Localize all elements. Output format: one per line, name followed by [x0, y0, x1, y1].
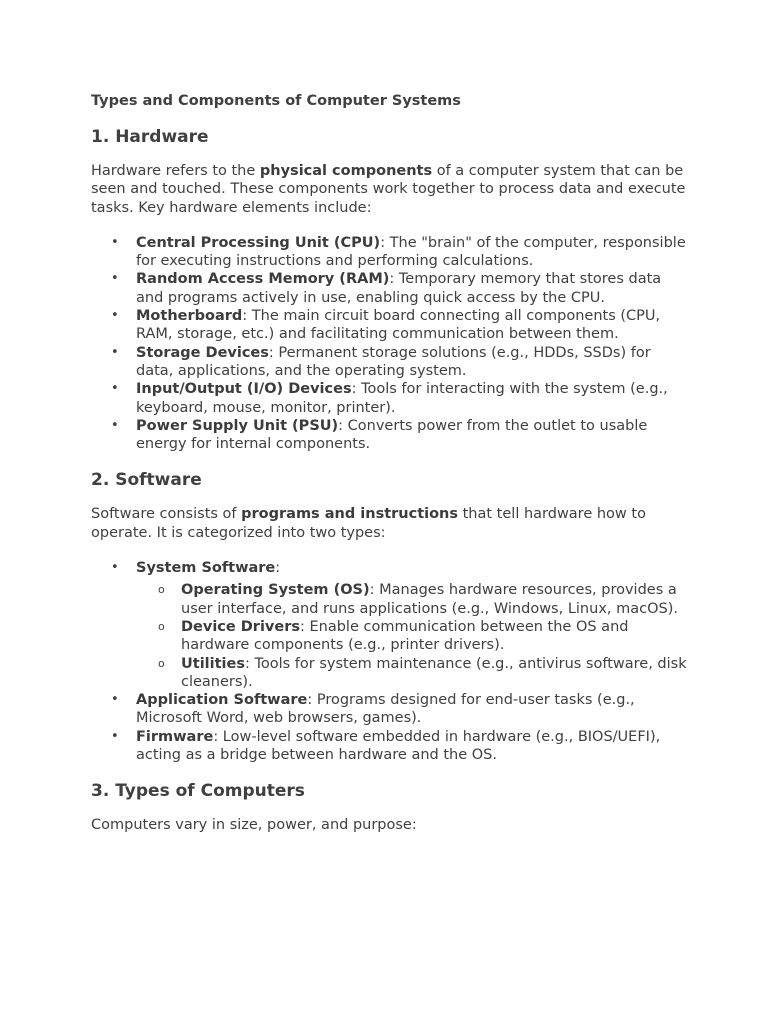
- bullet-icon: •: [111, 271, 119, 287]
- list-item-term: Motherboard: [136, 308, 243, 325]
- software-list: [91, 559, 691, 764]
- list-item: [91, 234, 691, 271]
- list-item: [91, 307, 691, 344]
- sub-list-item-term: Operating System (OS): [181, 582, 370, 599]
- sub-list-item-desc: : Tools for system maintenance (e.g., antivirus software, disk cleaners).: [181, 655, 687, 690]
- sub-list-item-term: Utilities: [181, 655, 245, 672]
- sub-list-item: [136, 655, 691, 692]
- list-item: [91, 691, 691, 728]
- list-item-desc: : Tools for interacting with the system (e.g., keyboard, mouse, monitor, printer).: [136, 381, 668, 416]
- list-item-desc: : Programs designed for end-user tasks (e.g., Microsoft Word, web browsers, games).: [136, 692, 635, 727]
- section-software: [91, 469, 691, 764]
- software-intro-post: that tell hardware how to operate. It is categorized into two types:: [91, 506, 646, 541]
- document-title: Types and Components of Computer Systems: [91, 93, 461, 109]
- list-item-term: Firmware: [136, 728, 214, 745]
- bullet-icon: •: [111, 728, 119, 744]
- sub-list-item-term: Device Drivers: [181, 618, 300, 635]
- list-item-term: Storage Devices: [136, 344, 269, 361]
- bullet-icon: •: [111, 692, 119, 708]
- section-heading-hardware: 1. Hardware: [91, 127, 209, 147]
- sub-list-item-desc: : Enable communication between the OS and hardware components (e.g., printer drivers).: [181, 618, 629, 654]
- sub-list-item: [136, 581, 691, 618]
- section-types: [91, 780, 691, 834]
- hardware-intro-post: of a computer system that can be seen and touched. These components work together to process data and execute tasks. Key hardware elements include:: [91, 163, 686, 216]
- sub-bullet-icon: o: [158, 619, 165, 633]
- list-item-term: Random Access Memory (RAM): [136, 271, 390, 288]
- sub-list-item-desc: : Manages hardware resources, provides a user interface, and runs applications (e.g., Windows, Linux, macOS).: [181, 582, 678, 617]
- list-item: [91, 380, 691, 417]
- document-page: [91, 91, 691, 852]
- list-item-term: Central Processing Unit (CPU): [136, 234, 381, 251]
- list-item-system-software: [91, 559, 691, 691]
- hardware-intro-pre: Hardware refers to the: [91, 163, 260, 179]
- bullet-icon: •: [111, 344, 119, 360]
- section-heading-types: 3. Types of Computers: [91, 781, 305, 802]
- bullet-icon: •: [111, 417, 119, 433]
- list-item: [91, 270, 691, 307]
- hardware-intro-bold: physical components: [259, 163, 433, 179]
- list-item-desc: : Temporary memory that stores data and programs actively in use, enabling quick access by the CPU.: [136, 271, 662, 306]
- sub-bullet-icon: o: [158, 656, 165, 670]
- list-item-desc: : Low-level software embedded in hardware (e.g., BIOS/UEFI), acting as a bridge between hardware and the OS.: [136, 728, 661, 764]
- list-item-term: System Software: [136, 560, 276, 577]
- hardware-list: [91, 234, 691, 454]
- software-intro-bold: programs and instructions: [241, 506, 459, 523]
- system-software-sublist: [136, 581, 691, 691]
- bullet-icon: •: [111, 308, 119, 324]
- list-item-term: Input/Output (I/O) Devices: [136, 381, 352, 398]
- list-item-desc: : Converts power from the outlet to usable energy for internal components.: [136, 417, 648, 453]
- list-item-term: Application Software: [136, 692, 308, 709]
- list-item: [91, 344, 691, 381]
- bullet-icon: •: [111, 560, 119, 576]
- list-item: [91, 728, 691, 765]
- sub-list-item: [136, 618, 691, 655]
- bullet-icon: •: [111, 234, 119, 250]
- list-item-desc: :: [275, 560, 281, 577]
- list-item-desc: : Permanent storage solutions (e.g., HDDs, SSDs) for data, applications, and the operating system.: [136, 344, 651, 379]
- software-intro-pre: Software consists of: [91, 506, 242, 523]
- sub-bullet-icon: o: [158, 583, 165, 597]
- section-heading-software: 2. Software: [91, 470, 202, 491]
- list-item-desc: : The "brain" of the computer, responsible for executing instructions and performing calculations.: [136, 234, 686, 270]
- section-hardware: [91, 126, 691, 453]
- list-item: [91, 417, 691, 454]
- hardware-intro: [91, 162, 691, 217]
- software-intro: [91, 505, 691, 542]
- list-item-desc: : The main circuit board connecting all components (CPU, RAM, storage, etc.) and facilitating communication between them.: [136, 308, 661, 343]
- bullet-icon: •: [111, 381, 119, 397]
- types-intro: Computers vary in size, power, and purpose:: [91, 817, 417, 834]
- list-item-term: Power Supply Unit (PSU): [136, 417, 339, 434]
